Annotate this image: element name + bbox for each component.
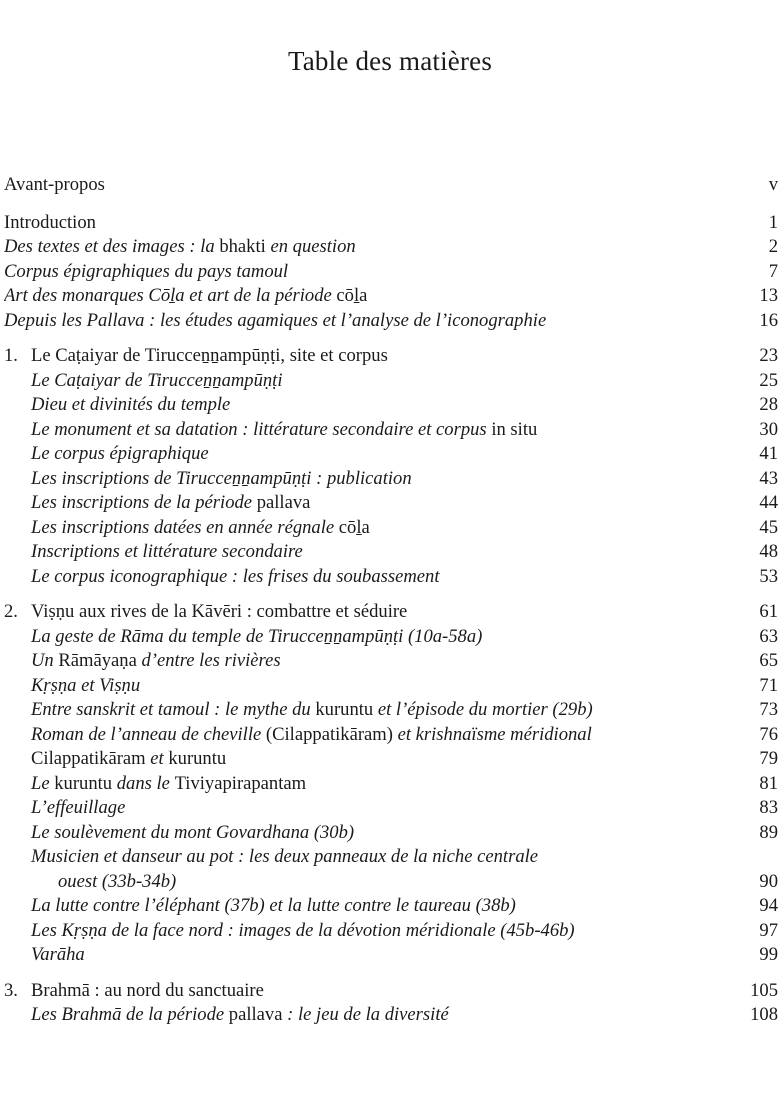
toc-subentry[interactable] [4, 747, 778, 772]
entry-label: Depuis les Pallava : les études agamiques et l’analyse de l’iconographie [4, 309, 547, 331]
toc-subentry[interactable] [4, 393, 778, 418]
toc-entry-chapter-3[interactable] [4, 979, 778, 1004]
entry-label: Le kuruntu dans le Tiviyapirapantam [31, 772, 307, 794]
page-number: 16 [759, 309, 778, 331]
entry-label: Roman de l’anneau de cheville (Cilappatikāram) et krishnaïsme méridional [31, 723, 592, 745]
toc-subentry[interactable] [4, 625, 778, 650]
page-number: 97 [759, 919, 778, 941]
toc-entry-avant-propos[interactable] [4, 173, 778, 198]
chapter-number: 2. [4, 601, 18, 622]
entry-label: Art des monarques Cōḻa et art de la période cōḻa [4, 285, 368, 306]
entry-label: Inscriptions et littérature secondaire [31, 541, 303, 562]
entry-label: Musicien et danseur au pot : les deux panneaux de la niche centrale ouest (33b-34b) [31, 846, 539, 892]
toc-entry-chapter-1[interactable] [4, 344, 778, 369]
toc-subentry[interactable] [4, 943, 778, 968]
page-number: 53 [759, 565, 778, 587]
toc-subentry[interactable] [4, 418, 778, 443]
entry-label: Les Kṛṣṇa de la face nord : images de la dévotion méridionale (45b-46b) [31, 919, 575, 941]
entry-label: Le monument et sa datation : littérature secondaire et corpus in situ [31, 418, 538, 440]
page-number: 65 [759, 650, 778, 671]
toc-entry-chapter-2[interactable] [4, 600, 778, 625]
toc-subentry[interactable] [4, 260, 778, 285]
toc-subentry[interactable] [4, 845, 778, 894]
page-number: 2 [768, 236, 778, 257]
toc-subentry[interactable] [4, 284, 778, 309]
page-number: 44 [759, 492, 778, 513]
entry-label: 3. Brahmā : au nord du sanctuaire [4, 979, 748, 1004]
toc-subentry[interactable] [4, 565, 778, 590]
entry-label: Le soulèvement du mont Govardhana (30b) [31, 821, 355, 843]
entry-label: L’effeuillage [31, 797, 126, 818]
entry-label: Corpus épigraphiques du pays tamoul [4, 260, 289, 282]
entry-label: Le corpus iconographique : les frises du soubassement [31, 565, 440, 587]
entry-label: La lutte contre l’éléphant (37b) et la lutte contre le taureau (38b) [31, 895, 516, 916]
toc-subentry[interactable] [4, 796, 778, 821]
toc-subentry[interactable] [4, 894, 778, 919]
toc-subentry[interactable] [4, 649, 778, 674]
page-number: 83 [759, 797, 778, 818]
toc-subentry[interactable] [4, 516, 778, 541]
page-number: 73 [759, 699, 778, 720]
toc-subentry[interactable] [4, 540, 778, 565]
page-number: 76 [759, 723, 778, 745]
entry-label: Des textes et des images : la bhakti en question [4, 236, 356, 257]
toc-subentry[interactable] [4, 309, 778, 334]
page-number: 7 [768, 260, 778, 282]
page-title: Table des matières [287, 46, 493, 76]
entry-label: Varāha [31, 944, 85, 965]
page-number: 61 [759, 601, 778, 622]
page-number: 94 [759, 895, 778, 916]
page-number: 108 [750, 1004, 778, 1025]
entry-label: Dieu et divinités du temple [31, 394, 231, 415]
page-number: 30 [759, 418, 778, 440]
page-number: v [768, 174, 778, 195]
entry-label: Le Caṭaiyar de Tirucceṉṉampūṇṭi [31, 369, 283, 391]
entry-label: Kṛṣṇa et Viṣṇu [31, 674, 141, 696]
entry-label: Les inscriptions de la période pallava [31, 492, 311, 513]
page-number: 1 [768, 211, 778, 233]
entry-label: Les inscriptions de Tirucceṉṉampūṇṭi : publication [31, 467, 412, 489]
toc-subentry[interactable] [4, 491, 778, 516]
page-number: 28 [759, 394, 778, 415]
page-number: 79 [759, 748, 778, 769]
page-number: 71 [759, 674, 778, 696]
entry-label: Les Brahmā de la période pallava : le jeu de la diversité [31, 1004, 449, 1025]
toc-subentry[interactable] [4, 698, 778, 723]
entry-label: Un Rāmāyaṇa d’entre les rivières [31, 650, 281, 671]
page-number: 63 [759, 625, 778, 647]
entry-label: Introduction [4, 211, 96, 233]
toc-subentry[interactable] [4, 723, 778, 748]
entry-label: 2. Viṣṇu aux rives de la Kāvēri : combattre et séduire [4, 600, 748, 625]
page-number: 99 [759, 944, 778, 965]
page-number: 81 [759, 772, 778, 794]
entry-label: Entre sanskrit et tamoul : le mythe du kuruntu et l’épisode du mortier (29b) [31, 699, 593, 720]
toc-subentry[interactable] [4, 772, 778, 797]
page-number: 25 [759, 369, 778, 391]
entry-label: La geste de Rāma du temple de Tiruccеṉṉampūṇṭi (10a-58a) [31, 625, 483, 647]
toc-subentry[interactable] [4, 442, 778, 467]
page-number: 45 [759, 516, 778, 538]
page-number: 43 [759, 467, 778, 489]
toc-subentry[interactable] [4, 919, 778, 944]
chapter-number: 3. [4, 979, 18, 1001]
table-of-contents [4, 173, 778, 1028]
page-number: 23 [759, 345, 778, 366]
page-number: 89 [759, 821, 778, 843]
toc-subentry[interactable] [4, 1003, 778, 1028]
entry-label: 1. Le Caṭaiyar de Tirucceṉṉampūṇṭi, site et corpus [4, 344, 748, 369]
entry-label: Le corpus épigraphique [31, 443, 209, 464]
entry-label: Cilappatikāram et kuruntu [31, 748, 227, 769]
toc-subentry[interactable] [4, 821, 778, 846]
toc-subentry[interactable] [4, 467, 778, 492]
entry-label: Avant-propos [4, 174, 105, 195]
entry-label: Les inscriptions datées en année régnale cōḻa [31, 516, 370, 538]
page-number: 105 [750, 979, 778, 1001]
toc-subentry[interactable] [4, 674, 778, 699]
toc-subentry[interactable] [4, 369, 778, 394]
page-number: 13 [759, 285, 778, 306]
page-number: 90 [759, 870, 778, 892]
chapter-number: 1. [4, 345, 18, 366]
toc-subentry[interactable] [4, 235, 778, 260]
page-number: 48 [759, 541, 778, 562]
page-number: 41 [759, 443, 778, 464]
toc-entry-introduction[interactable] [4, 211, 778, 236]
